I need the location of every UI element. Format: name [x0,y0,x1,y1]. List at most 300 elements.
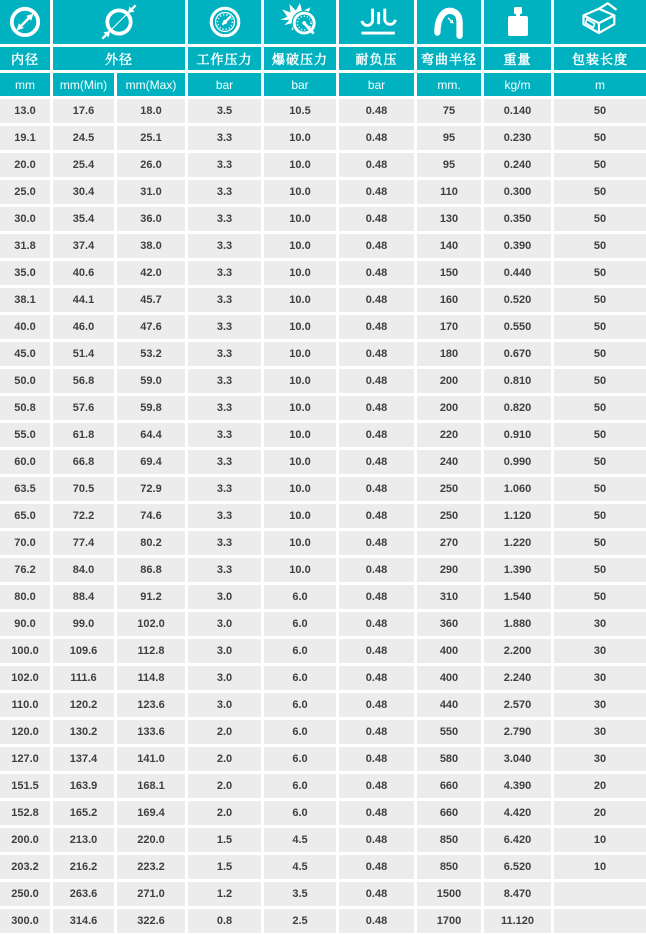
table-cell: 0.48 [339,585,414,609]
table-cell: 86.8 [117,558,185,582]
table-cell: 0.48 [339,207,414,231]
table-cell: 25.0 [0,180,50,204]
table-cell: 10.0 [264,558,336,582]
table-cell: 50 [554,450,646,474]
table-cell: 6.0 [264,774,336,798]
table-cell: 26.0 [117,153,185,177]
table-cell: 10 [554,855,646,879]
table-cell: 263.6 [53,882,114,906]
table-cell: 75 [417,99,481,123]
table-cell: 10.0 [264,504,336,528]
table-cell: 3.3 [188,450,261,474]
unit-m: m [554,73,646,96]
table-cell: 3.3 [188,261,261,285]
table-cell: 3.0 [188,585,261,609]
table-cell: 31.0 [117,180,185,204]
table-cell: 360 [417,612,481,636]
table-cell: 123.6 [117,693,185,717]
table-cell: 0.48 [339,828,414,852]
table-cell: 100.0 [0,639,50,663]
table-cell: 4.5 [264,855,336,879]
table-cell: 30 [554,693,646,717]
table-cell: 0.48 [339,855,414,879]
table-cell: 50 [554,504,646,528]
table-cell: 11.120 [484,909,551,933]
table-cell: 114.8 [117,666,185,690]
burst-pressure-icon [279,2,321,42]
table-cell: 2.0 [188,747,261,771]
table-cell: 168.1 [117,774,185,798]
table-cell: 30.4 [53,180,114,204]
table-cell: 65.0 [0,504,50,528]
table-cell: 4.390 [484,774,551,798]
table-cell: 290 [417,558,481,582]
table-cell: 3.3 [188,396,261,420]
package-box-icon [578,2,622,42]
table-cell: 53.2 [117,342,185,366]
table-cell: 2.0 [188,720,261,744]
table-cell: 0.550 [484,315,551,339]
table-cell: 0.300 [484,180,551,204]
table-cell: 3.3 [188,207,261,231]
table-cell: 50 [554,585,646,609]
table-cell: 56.8 [53,369,114,393]
unit-mm: mm [0,73,50,96]
table-cell: 10.0 [264,180,336,204]
table-cell: 24.5 [53,126,114,150]
table-cell: 59.8 [117,396,185,420]
table-cell: 6.0 [264,693,336,717]
table-cell: 30.0 [0,207,50,231]
table-cell: 1500 [417,882,481,906]
table-cell: 216.2 [53,855,114,879]
unit-kg-m: kg/m [484,73,551,96]
table-cell: 80.0 [0,585,50,609]
table-cell: 0.48 [339,369,414,393]
table-cell: 169.4 [117,801,185,825]
table-cell: 61.8 [53,423,114,447]
table-cell: 10.0 [264,342,336,366]
package-box-icon-cell [554,0,646,44]
table-cell: 2.570 [484,693,551,717]
table-cell: 50 [554,99,646,123]
table-cell: 44.1 [53,288,114,312]
table-cell: 57.6 [53,396,114,420]
table-cell: 0.990 [484,450,551,474]
table-cell: 3.5 [264,882,336,906]
table-cell: 1.390 [484,558,551,582]
table-cell: 163.9 [53,774,114,798]
table-cell: 25.1 [117,126,185,150]
table-cell: 95 [417,153,481,177]
table-cell: 10.0 [264,207,336,231]
table-cell: 3.0 [188,693,261,717]
table-cell: 38.1 [0,288,50,312]
table-cell: 50 [554,261,646,285]
table-cell: 180 [417,342,481,366]
table-cell: 50 [554,180,646,204]
table-cell: 10.0 [264,153,336,177]
table-cell: 10.0 [264,423,336,447]
table-cell: 550 [417,720,481,744]
table-cell: 3.3 [188,504,261,528]
table-cell: 42.0 [117,261,185,285]
table-cell: 36.0 [117,207,185,231]
table-cell: 3.0 [188,612,261,636]
table-cell: 50 [554,126,646,150]
table-cell: 0.810 [484,369,551,393]
table-cell: 4.420 [484,801,551,825]
table-cell: 72.9 [117,477,185,501]
weight-icon-cell [484,0,551,44]
unit-mm-min: mm(Min) [53,73,114,96]
table-cell: 0.48 [339,882,414,906]
table-cell: 3.3 [188,342,261,366]
table-cell: 46.0 [53,315,114,339]
table-cell: 13.0 [0,99,50,123]
table-cell: 250 [417,504,481,528]
table-cell: 0.48 [339,99,414,123]
table-cell: 91.2 [117,585,185,609]
table-cell: 1.120 [484,504,551,528]
table-cell: 3.3 [188,477,261,501]
table-cell: 133.6 [117,720,185,744]
table-cell: 400 [417,666,481,690]
table-cell: 0.140 [484,99,551,123]
table-cell: 0.48 [339,288,414,312]
table-cell: 0.520 [484,288,551,312]
table-cell: 72.2 [53,504,114,528]
table-cell: 1.5 [188,855,261,879]
table-cell: 0.48 [339,693,414,717]
table-cell: 84.0 [53,558,114,582]
table-cell: 76.2 [0,558,50,582]
table-cell: 200 [417,369,481,393]
table-cell: 10.0 [264,234,336,258]
table-cell: 660 [417,774,481,798]
inner-diameter-icon-cell [0,0,50,44]
table-cell: 6.0 [264,612,336,636]
table-cell: 0.440 [484,261,551,285]
table-cell: 0.48 [339,153,414,177]
table-cell [554,882,646,906]
table-cell: 50 [554,396,646,420]
table-cell: 660 [417,801,481,825]
table-cell: 3.3 [188,126,261,150]
table-cell: 50.0 [0,369,50,393]
table-cell: 47.6 [117,315,185,339]
col-header-working-pressure: 工作压力 [188,47,261,70]
table-cell: 3.0 [188,666,261,690]
table-cell: 1.060 [484,477,551,501]
table-cell: 271.0 [117,882,185,906]
table-cell: 141.0 [117,747,185,771]
table-cell: 150 [417,261,481,285]
table-cell: 70.0 [0,531,50,555]
table-cell: 0.48 [339,720,414,744]
table-cell: 0.350 [484,207,551,231]
table-cell: 120.2 [53,693,114,717]
table-cell: 1.2 [188,882,261,906]
table-cell: 3.3 [188,315,261,339]
col-header-bend-radius: 弯曲半径 [417,47,481,70]
table-cell: 0.240 [484,153,551,177]
table-cell: 40.6 [53,261,114,285]
table-cell: 10.0 [264,396,336,420]
table-cell: 3.040 [484,747,551,771]
table-cell: 130.2 [53,720,114,744]
table-cell: 70.5 [53,477,114,501]
table-cell: 10.0 [264,477,336,501]
table-cell: 0.48 [339,612,414,636]
table-cell: 1.540 [484,585,551,609]
table-cell: 165.2 [53,801,114,825]
table-cell: 69.4 [117,450,185,474]
table-cell: 850 [417,828,481,852]
table-cell: 50 [554,531,646,555]
table-cell: 2.0 [188,774,261,798]
table-cell: 2.200 [484,639,551,663]
table-cell: 270 [417,531,481,555]
table-cell: 8.470 [484,882,551,906]
table-cell: 0.48 [339,774,414,798]
table-cell: 0.820 [484,396,551,420]
table-cell: 74.6 [117,504,185,528]
table-cell: 0.48 [339,315,414,339]
weight-icon [500,3,536,41]
inner-diameter-icon [6,3,44,41]
table-cell: 50 [554,558,646,582]
table-cell: 130 [417,207,481,231]
unit-mm-radius: mm. [417,73,481,96]
table-cell: 3.3 [188,531,261,555]
table-cell: 110 [417,180,481,204]
table-cell: 3.3 [188,288,261,312]
table-cell: 1.220 [484,531,551,555]
table-cell: 6.0 [264,666,336,690]
table-cell [554,909,646,933]
bend-radius-icon [430,3,468,41]
col-header-weight: 重量 [484,47,551,70]
table-cell: 0.48 [339,639,414,663]
table-cell: 10.0 [264,369,336,393]
table-cell: 50 [554,315,646,339]
table-cell: 35.4 [53,207,114,231]
table-cell: 2.240 [484,666,551,690]
table-cell: 30 [554,720,646,744]
table-cell: 6.0 [264,639,336,663]
table-cell: 3.0 [188,639,261,663]
table-cell: 1.880 [484,612,551,636]
table-cell: 20.0 [0,153,50,177]
table-cell: 0.670 [484,342,551,366]
table-cell: 0.48 [339,450,414,474]
table-cell: 0.48 [339,261,414,285]
table-cell: 50 [554,207,646,231]
table-cell: 109.6 [53,639,114,663]
table-cell: 0.48 [339,234,414,258]
table-cell: 50 [554,369,646,393]
table-cell: 0.910 [484,423,551,447]
table-cell: 220 [417,423,481,447]
table-cell: 25.4 [53,153,114,177]
unit-bar-working: bar [188,73,261,96]
table-cell: 0.48 [339,666,414,690]
table-cell: 0.48 [339,342,414,366]
table-cell: 50 [554,234,646,258]
table-cell: 2.5 [264,909,336,933]
table-cell: 0.48 [339,180,414,204]
table-cell: 140 [417,234,481,258]
table-cell: 17.6 [53,99,114,123]
table-cell: 240 [417,450,481,474]
table-cell: 10.0 [264,288,336,312]
table-cell: 250.0 [0,882,50,906]
table-cell: 0.48 [339,747,414,771]
table-cell: 137.4 [53,747,114,771]
table-cell: 10 [554,828,646,852]
table-cell: 223.2 [117,855,185,879]
table-cell: 66.8 [53,450,114,474]
table-cell: 60.0 [0,450,50,474]
table-cell: 50 [554,288,646,312]
vacuum-manometer-icon [357,2,397,42]
table-cell: 30 [554,612,646,636]
table-cell: 850 [417,855,481,879]
table-cell: 1.5 [188,828,261,852]
table-cell: 203.2 [0,855,50,879]
table-cell: 151.5 [0,774,50,798]
table-cell: 20 [554,801,646,825]
table-cell: 310 [417,585,481,609]
col-header-package-length: 包装长度 [554,47,646,70]
table-cell: 213.0 [53,828,114,852]
table-cell: 170 [417,315,481,339]
table-cell: 110.0 [0,693,50,717]
table-cell: 0.8 [188,909,261,933]
table-cell: 250 [417,477,481,501]
table-cell: 220.0 [117,828,185,852]
table-cell: 10.0 [264,315,336,339]
table-cell: 0.48 [339,396,414,420]
pressure-gauge-icon [206,3,244,41]
table-cell: 50 [554,423,646,447]
table-cell: 200 [417,396,481,420]
table-cell: 10.5 [264,99,336,123]
vacuum-icon-cell [339,0,414,44]
table-cell: 3.3 [188,180,261,204]
table-cell: 50 [554,153,646,177]
table-cell: 0.230 [484,126,551,150]
table-cell: 64.4 [117,423,185,447]
table-cell: 580 [417,747,481,771]
col-header-vacuum: 耐负压 [339,47,414,70]
table-cell: 35.0 [0,261,50,285]
table-cell: 10.0 [264,261,336,285]
col-header-burst-pressure: 爆破压力 [264,47,336,70]
outer-diameter-icon-cell [53,0,185,44]
table-cell: 102.0 [0,666,50,690]
table-cell: 0.48 [339,423,414,447]
table-cell: 0.48 [339,477,414,501]
table-cell: 1700 [417,909,481,933]
table-cell: 440 [417,693,481,717]
table-cell: 55.0 [0,423,50,447]
table-cell: 120.0 [0,720,50,744]
table-cell: 10.0 [264,450,336,474]
table-cell: 322.6 [117,909,185,933]
table-cell: 6.520 [484,855,551,879]
table-cell: 127.0 [0,747,50,771]
table-cell: 50.8 [0,396,50,420]
table-cell: 30 [554,639,646,663]
table-cell: 20 [554,774,646,798]
col-header-outer-diameter: 外径 [53,47,185,70]
table-cell: 3.3 [188,234,261,258]
table-cell: 6.420 [484,828,551,852]
table-cell: 45.7 [117,288,185,312]
table-cell: 18.0 [117,99,185,123]
table-cell: 0.48 [339,504,414,528]
table-cell: 50 [554,477,646,501]
table-cell: 6.0 [264,720,336,744]
table-cell: 400 [417,639,481,663]
table-cell: 95 [417,126,481,150]
table-cell: 0.390 [484,234,551,258]
bend-radius-icon-cell [417,0,481,44]
table-cell: 77.4 [53,531,114,555]
table-cell: 37.4 [53,234,114,258]
table-cell: 3.3 [188,558,261,582]
table-cell: 90.0 [0,612,50,636]
table-cell: 10.0 [264,126,336,150]
table-cell: 111.6 [53,666,114,690]
table-cell: 30 [554,747,646,771]
table-cell: 160 [417,288,481,312]
table-cell: 6.0 [264,585,336,609]
table-cell: 3.3 [188,153,261,177]
table-cell: 112.8 [117,639,185,663]
table-cell: 0.48 [339,801,414,825]
table-cell: 102.0 [117,612,185,636]
table-cell: 300.0 [0,909,50,933]
table-cell: 200.0 [0,828,50,852]
table-cell: 40.0 [0,315,50,339]
table-cell: 3.5 [188,99,261,123]
table-cell: 63.5 [0,477,50,501]
table-cell: 50 [554,342,646,366]
table-cell: 45.0 [0,342,50,366]
table-cell: 152.8 [0,801,50,825]
table-cell: 80.2 [117,531,185,555]
table-cell: 88.4 [53,585,114,609]
table-cell: 3.3 [188,423,261,447]
table-cell: 19.1 [0,126,50,150]
table-cell: 59.0 [117,369,185,393]
unit-bar-vacuum: bar [339,73,414,96]
table-cell: 38.0 [117,234,185,258]
table-cell: 314.6 [53,909,114,933]
outer-diameter-icon [99,2,139,42]
table-cell: 30 [554,666,646,690]
table-cell: 2.0 [188,801,261,825]
col-header-inner-diameter: 内径 [0,47,50,70]
table-cell: 4.5 [264,828,336,852]
table-cell: 0.48 [339,126,414,150]
burst-pressure-icon-cell [264,0,336,44]
table-cell: 99.0 [53,612,114,636]
table-cell: 0.48 [339,558,414,582]
